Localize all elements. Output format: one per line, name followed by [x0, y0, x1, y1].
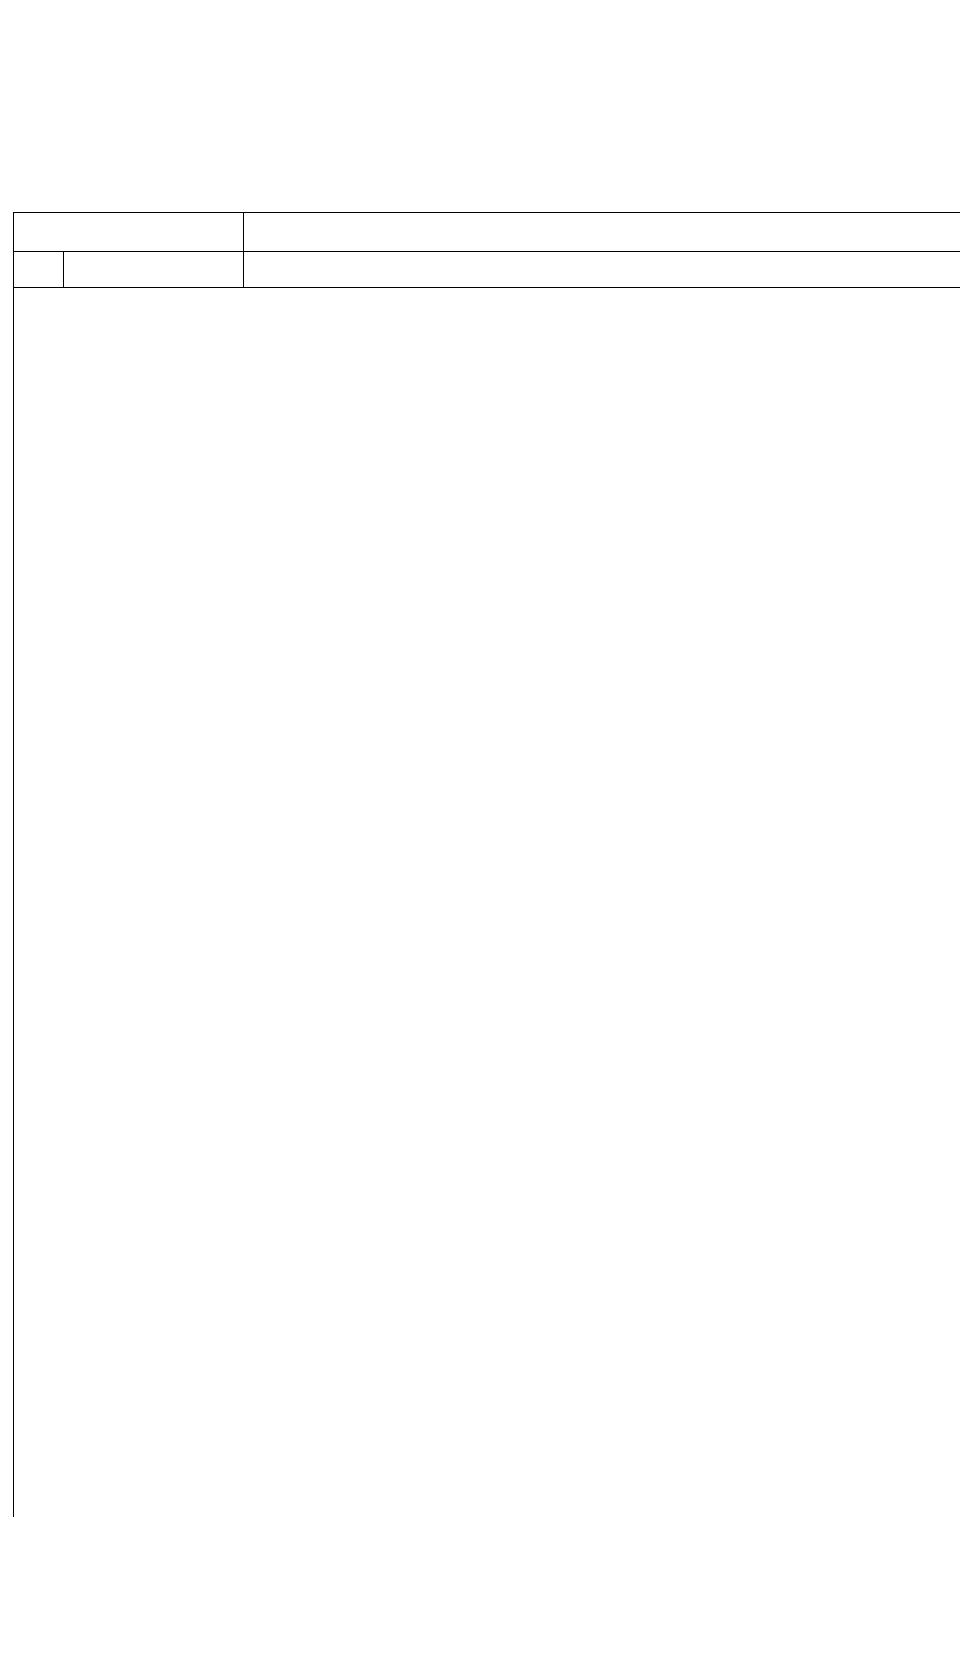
- header-tariff-code: [64, 252, 244, 288]
- assets-table: [13, 212, 960, 1517]
- header-row-number: [14, 252, 64, 288]
- column-letter-b: [244, 213, 960, 252]
- column-letter-a: [14, 213, 244, 252]
- table-header-row: [14, 252, 960, 288]
- page-header: [0, 0, 960, 24]
- header-name: [244, 252, 960, 288]
